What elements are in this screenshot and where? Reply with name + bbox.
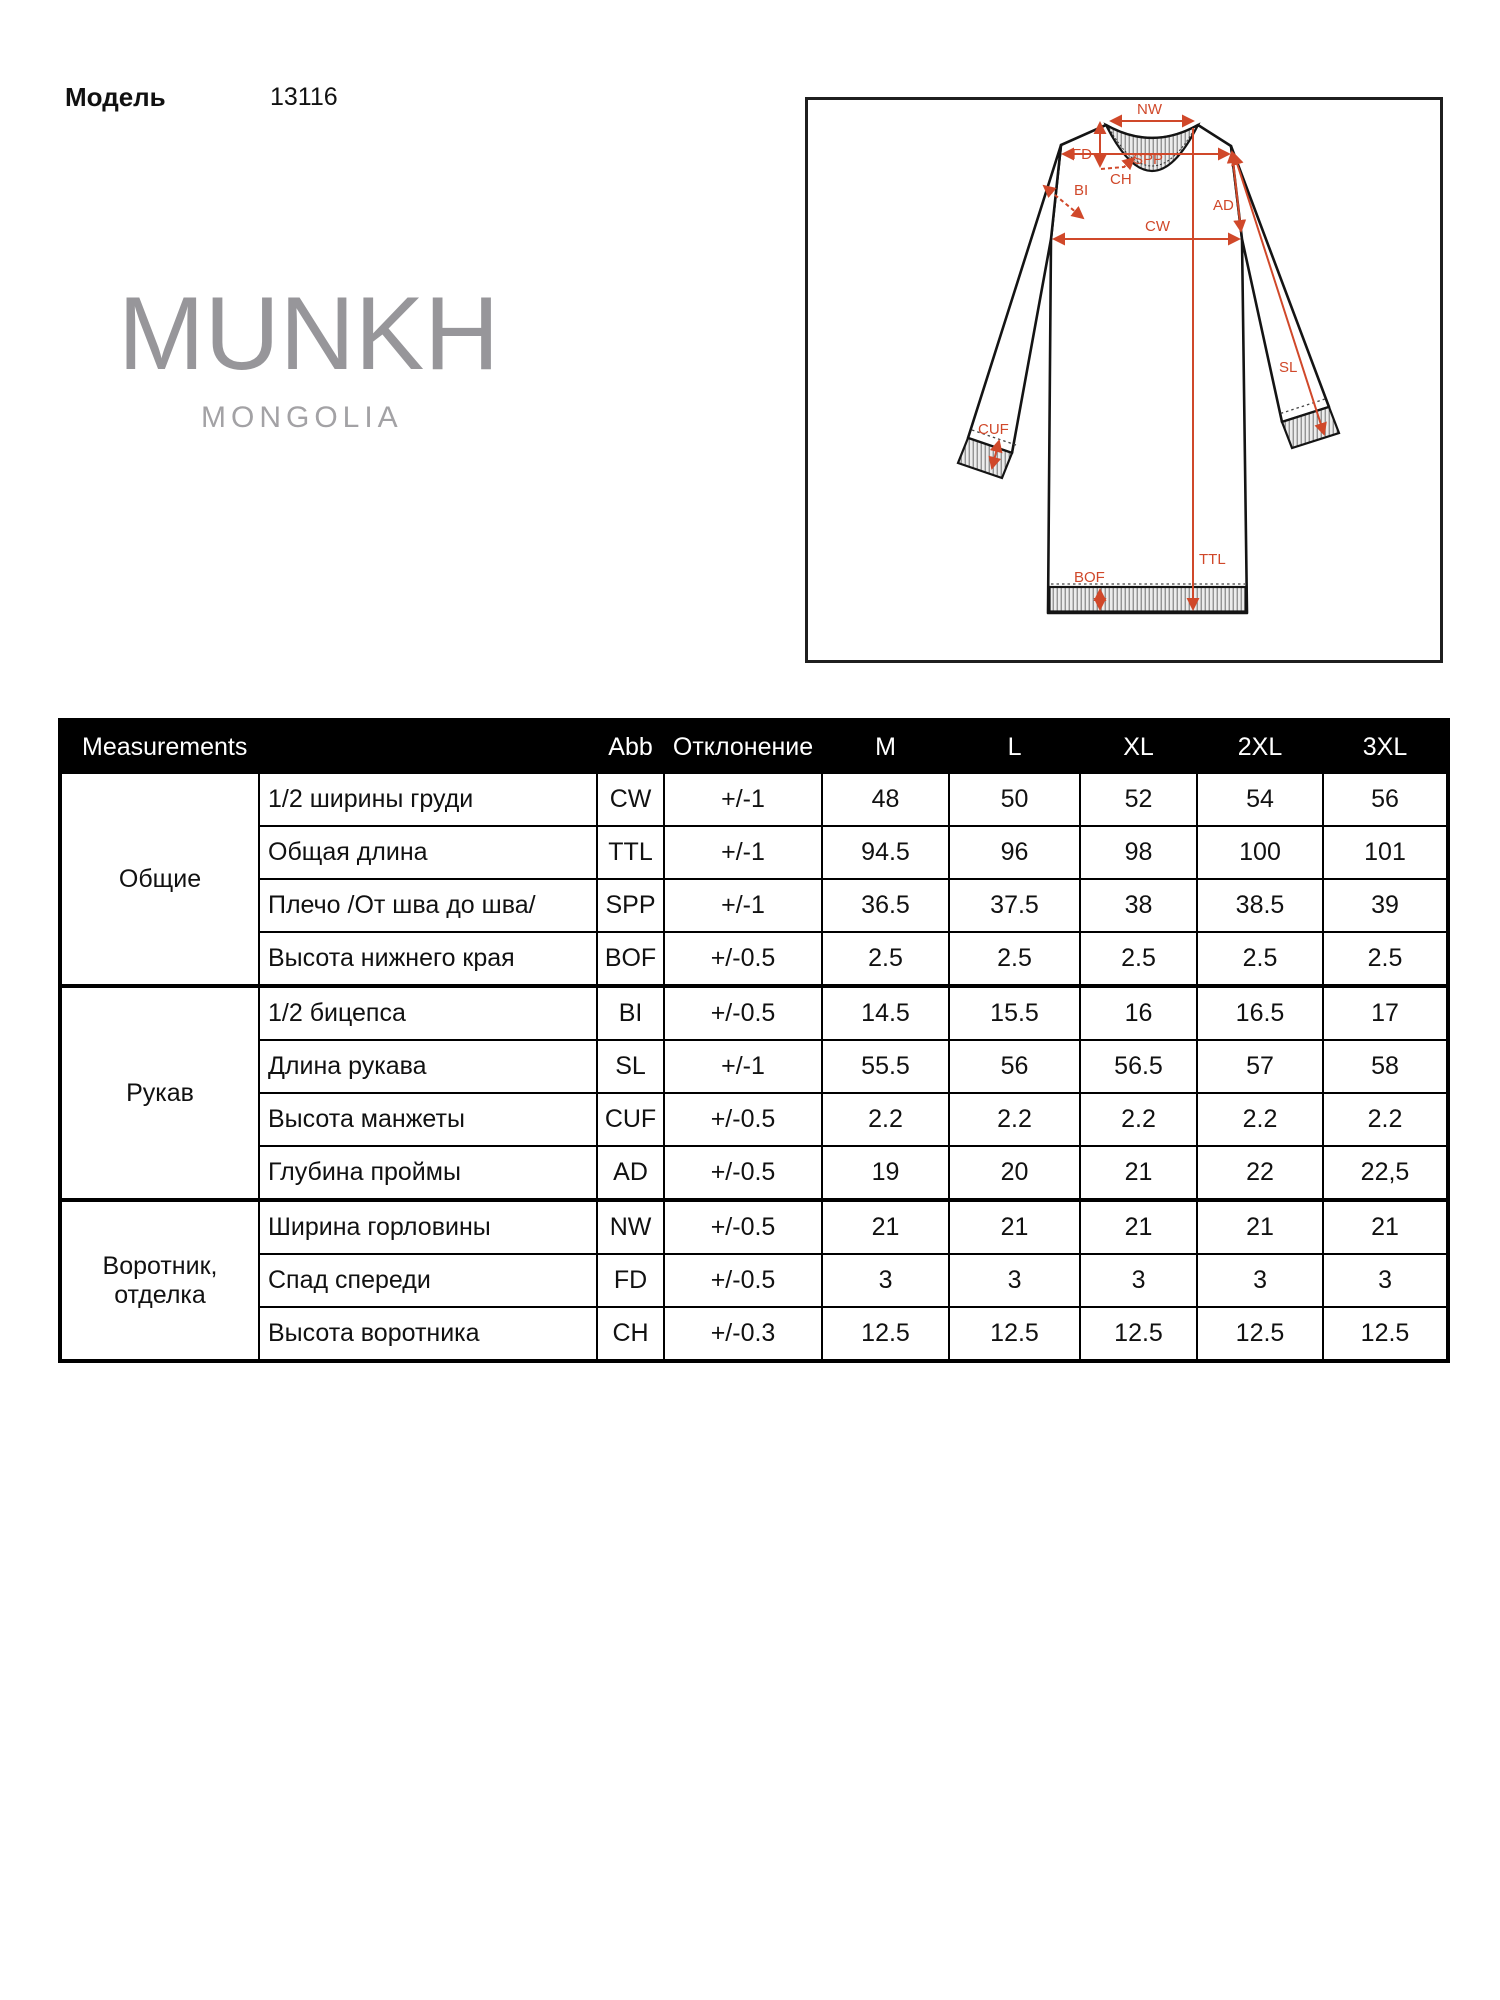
value-cell: 101 bbox=[1323, 826, 1448, 879]
table-row bbox=[60, 1146, 1448, 1200]
value-cell: 21 bbox=[1080, 1200, 1197, 1254]
left-sleeve bbox=[958, 145, 1061, 478]
value-cell: 2.2 bbox=[822, 1093, 949, 1146]
value-cell: 3 bbox=[822, 1254, 949, 1307]
value-cell: 3 bbox=[1197, 1254, 1323, 1307]
brand-country-label: MONGOLIA bbox=[201, 401, 403, 434]
size-column-header-2xl: 2XL bbox=[1197, 720, 1323, 773]
value-cell: 2.5 bbox=[1197, 932, 1323, 986]
value-cell: 2.2 bbox=[1323, 1093, 1448, 1146]
table-row bbox=[60, 826, 1448, 879]
deviation-cell: +/-0.5 bbox=[664, 986, 822, 1040]
value-cell: 3 bbox=[949, 1254, 1080, 1307]
value-cell: 37.5 bbox=[949, 879, 1080, 932]
measurement-name: 1/2 бицепса bbox=[259, 986, 597, 1040]
bi-label: BI bbox=[1074, 182, 1089, 199]
value-cell: 2.2 bbox=[1197, 1093, 1323, 1146]
value-cell: 14.5 bbox=[822, 986, 949, 1040]
table-row bbox=[60, 773, 1448, 826]
value-cell: 19 bbox=[822, 1146, 949, 1200]
value-cell: 36.5 bbox=[822, 879, 949, 932]
value-cell: 39 bbox=[1323, 879, 1448, 932]
measurement-name: Плечо /От шва до шва/ bbox=[259, 879, 597, 932]
size-column-header-m: M bbox=[822, 720, 949, 773]
value-cell: 2.5 bbox=[1080, 932, 1197, 986]
table-row bbox=[60, 1200, 1448, 1254]
abb-cell: AD bbox=[597, 1146, 664, 1200]
deviation-cell: +/-0.5 bbox=[664, 1200, 822, 1254]
value-cell: 96 bbox=[949, 826, 1080, 879]
table-row bbox=[60, 1040, 1448, 1093]
deviation-cell: +/-1 bbox=[664, 826, 822, 879]
value-cell: 58 bbox=[1323, 1040, 1448, 1093]
group-cell-general: Общие bbox=[60, 773, 259, 986]
deviation-cell: +/-0.5 bbox=[664, 1254, 822, 1307]
nw-label: NW bbox=[1137, 101, 1162, 118]
abb-cell: BOF bbox=[597, 932, 664, 986]
value-cell: 38.5 bbox=[1197, 879, 1323, 932]
deviation-cell: +/-1 bbox=[664, 1040, 822, 1093]
spp-label: SPP bbox=[1133, 151, 1164, 168]
measurement-name: Общая длина bbox=[259, 826, 597, 879]
value-cell: 48 bbox=[822, 773, 949, 826]
abb-cell: BI bbox=[597, 986, 664, 1040]
value-cell: 16 bbox=[1080, 986, 1197, 1040]
table-row bbox=[60, 1093, 1448, 1146]
group-cell-sleeve: Рукав bbox=[60, 986, 259, 1200]
measurement-name: Спад спереди bbox=[259, 1254, 597, 1307]
table-row bbox=[60, 879, 1448, 932]
value-cell: 12.5 bbox=[1197, 1307, 1323, 1361]
measurement-name: 1/2 ширины груди bbox=[259, 773, 597, 826]
value-cell: 12.5 bbox=[1080, 1307, 1197, 1361]
deviation-cell: +/-1 bbox=[664, 773, 822, 826]
abb-cell: CUF bbox=[597, 1093, 664, 1146]
value-cell: 100 bbox=[1197, 826, 1323, 879]
abb-cell: TTL bbox=[597, 826, 664, 879]
value-cell: 2.2 bbox=[949, 1093, 1080, 1146]
value-cell: 2.5 bbox=[822, 932, 949, 986]
value-cell: 21 bbox=[949, 1200, 1080, 1254]
measurements-column-header: Measurements bbox=[60, 720, 597, 773]
value-cell: 21 bbox=[1323, 1200, 1448, 1254]
deviation-cell: +/-0.5 bbox=[664, 1146, 822, 1200]
value-cell: 52 bbox=[1080, 773, 1197, 826]
fd-label: FD bbox=[1072, 146, 1092, 163]
value-cell: 12.5 bbox=[1323, 1307, 1448, 1361]
value-cell: 22,5 bbox=[1323, 1146, 1448, 1200]
value-cell: 56 bbox=[1323, 773, 1448, 826]
right-sleeve bbox=[1231, 146, 1339, 448]
ttl-label: TTL bbox=[1199, 551, 1226, 568]
bof-label: BOF bbox=[1074, 569, 1105, 586]
table-row bbox=[60, 986, 1448, 1040]
value-cell: 21 bbox=[822, 1200, 949, 1254]
cw-label: CW bbox=[1145, 218, 1170, 235]
measurement-name: Длина рукава bbox=[259, 1040, 597, 1093]
abb-cell: FD bbox=[597, 1254, 664, 1307]
brand-logo: MUNKH bbox=[118, 276, 500, 392]
measurement-name: Ширина горловины bbox=[259, 1200, 597, 1254]
value-cell: 3 bbox=[1080, 1254, 1197, 1307]
table-row bbox=[60, 1307, 1448, 1361]
value-cell: 94.5 bbox=[822, 826, 949, 879]
size-column-header-xl: XL bbox=[1080, 720, 1197, 773]
sl-label: SL bbox=[1279, 359, 1298, 376]
size-column-header-3xl: 3XL bbox=[1323, 720, 1448, 773]
value-cell: 12.5 bbox=[822, 1307, 949, 1361]
value-cell: 2.5 bbox=[1323, 932, 1448, 986]
table-header-row bbox=[60, 720, 1448, 773]
measurement-name: Высота нижнего края bbox=[259, 932, 597, 986]
abb-cell: NW bbox=[597, 1200, 664, 1254]
abb-column-header: Abb bbox=[597, 720, 664, 773]
value-cell: 2.2 bbox=[1080, 1093, 1197, 1146]
deviation-cell: +/-0.5 bbox=[664, 1093, 822, 1146]
ad-label: AD bbox=[1213, 197, 1234, 214]
value-cell: 12.5 bbox=[949, 1307, 1080, 1361]
value-cell: 55.5 bbox=[822, 1040, 949, 1093]
value-cell: 22 bbox=[1197, 1146, 1323, 1200]
model-number: 13116 bbox=[270, 83, 338, 111]
abb-cell: SL bbox=[597, 1040, 664, 1093]
value-cell: 2.5 bbox=[949, 932, 1080, 986]
value-cell: 98 bbox=[1080, 826, 1197, 879]
group-cell-collar: Воротник, отделка bbox=[60, 1200, 259, 1361]
value-cell: 57 bbox=[1197, 1040, 1323, 1093]
value-cell: 50 bbox=[949, 773, 1080, 826]
value-cell: 21 bbox=[1080, 1146, 1197, 1200]
measurement-name: Глубина проймы bbox=[259, 1146, 597, 1200]
abb-cell: SPP bbox=[597, 879, 664, 932]
value-cell: 54 bbox=[1197, 773, 1323, 826]
cuf-label: CUF bbox=[978, 421, 1009, 438]
ch-label: CH bbox=[1110, 171, 1132, 188]
deviation-cell: +/-0.3 bbox=[664, 1307, 822, 1361]
deviation-cell: +/-0.5 bbox=[664, 932, 822, 986]
value-cell: 56 bbox=[949, 1040, 1080, 1093]
abb-cell: CH bbox=[597, 1307, 664, 1361]
garment-diagram-frame bbox=[805, 97, 1443, 663]
value-cell: 3 bbox=[1323, 1254, 1448, 1307]
size-column-header-l: L bbox=[949, 720, 1080, 773]
value-cell: 17 bbox=[1323, 986, 1448, 1040]
table-row bbox=[60, 932, 1448, 986]
model-label: Модель bbox=[65, 82, 166, 113]
value-cell: 16.5 bbox=[1197, 986, 1323, 1040]
measurement-name: Высота воротника bbox=[259, 1307, 597, 1361]
hem-rib bbox=[1050, 584, 1246, 612]
garment-diagram bbox=[808, 100, 1440, 660]
table-row bbox=[60, 1254, 1448, 1307]
value-cell: 38 bbox=[1080, 879, 1197, 932]
value-cell: 15.5 bbox=[949, 986, 1080, 1040]
deviation-cell: +/-1 bbox=[664, 879, 822, 932]
value-cell: 21 bbox=[1197, 1200, 1323, 1254]
deviation-column-header: Отклонение bbox=[664, 720, 822, 773]
value-cell: 20 bbox=[949, 1146, 1080, 1200]
measurements-table bbox=[58, 718, 1450, 1363]
abb-cell: CW bbox=[597, 773, 664, 826]
measurement-name: Высота манжеты bbox=[259, 1093, 597, 1146]
value-cell: 56.5 bbox=[1080, 1040, 1197, 1093]
